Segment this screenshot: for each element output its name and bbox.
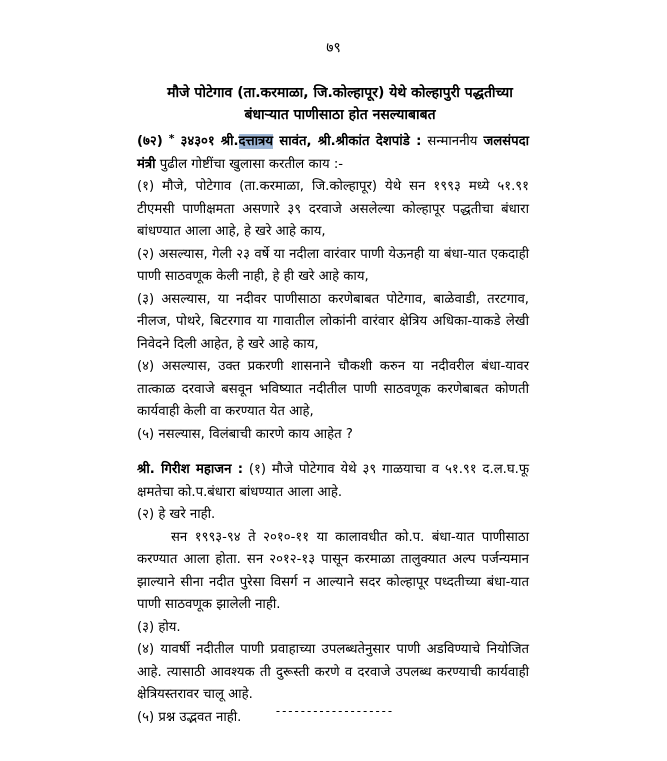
answer-paragraph: सन १९९३-९४ ते २०१०-११ या कालावधीत को.प. बंधा-यात पाणीसाठा करण्यात आला होता. सन २०१२-१३ पासून करमाळा तालुक्यात अल्प पर्जन्यमान झाल्याने सीना नदीत पुरेसा विसर्ग न आल्याने सदर कोल्हापूर पध्दतीच्या बंधा-यात पाणी साठवणूक झालेली नाही. [137,529,529,612]
question-item-4: (४) असल्यास, उक्त प्रकरणी शासनाने चौकशी करुन या नदीवरील बंधा-यावर तात्काळ दरवाजे बसवून भविष्यात नदीतील पाणी साठवणूक करणेबाबत कोणती कार्यवाही केली वा करण्यात येत आहे, [137,359,529,419]
title-line-1: मौजे पोटेगाव (ता.करमाळा, जि.कोल्हापूर) येथे कोल्हापुरी पद्धतीच्या [167,85,513,101]
question-item-1: (१) मौजे, पोटेगाव (ता.करमाळा, जि.कोल्हापूर) येथे सन १९९३ मध्ये ५१.९१ टीएमसी पाणीक्षमता असणारे ३९ दरवाजे असलेल्या कोल्हापूर पद्धतीचा बंधारा बांधण्यात आला आहे, हे खरे आहे काय, [137,179,529,239]
end-divider: ------------------- [274,704,393,718]
question-item-3: (३) असल्यास, या नदीवर पाणीसाठा करणेबाबत पोटेगाव, बाळेवाडी, तरटगाव, नीलज, पोथरे, बिटरगाव या गावातील लोकांनी वारंवार क्षेत्रिय अधिका-याकडे लेखी निवेदने दिली आहेत, हे खरे आहे काय, [137,291,529,352]
member-name-highlight: दत्तात्रय [238,134,273,149]
answer-item-2: (२) हे खरे नाही. [137,507,216,522]
question-number: ३४३०१ [180,134,215,149]
member-names: सावंत, श्री.श्रीकांत देशपांडे : [272,134,422,149]
intro-end: पुढील गोष्टींचा खुलासा करतील काय :- [155,156,344,172]
intro-text: सन्माननीय [421,134,478,149]
document-title [110,82,570,126]
question-answer-body [137,128,529,729]
question-item-5: (५) नसल्यास, विलंबाची कारणे काय आहेत ? [137,426,353,442]
answer-speaker: श्री. गिरीश महाजन : [137,462,243,477]
answer-item-4: (४) यावर्षी नदीतील पाणी प्रवाहाच्या उपलब्धतेनुसार पाणी अडविण्याचे नियोजित आहे. त्यासाठी आवश्यक ती दुरूस्ती करणे व दरवाजे उपलब्ध करण्याची कार्यवाही क्षेत्रियस्तरावर चालू आहे. [137,642,529,702]
question-intro [137,128,529,176]
answer-item-3: (३) होय. [137,619,181,635]
answer-item-5: (५) प्रश्न उद्भवत नाही. [137,709,242,725]
title-line-2: बंधाऱ्यात पाणीसाठा होत नसल्याबाबत [244,107,436,123]
answer-item-1: (१) मौजे पोटेगाव येथे ३९ गाळयाचा व ५१.९१ द.ल.घ.फू क्षमतेचा को.प.बंधारा बांधण्यात आला आहे. [137,462,529,500]
question-item-2: (२) असल्यास, गेली २३ वर्षे या नदीला वारंवार पाणी येऊनही या बंधा-यात एकदाही पाणी साठवणूक केली नाही, हे ही खरे आहे काय, [137,246,529,284]
member-prefix: श्री. [220,134,239,149]
answer-first [137,459,529,504]
page-number: ७९ [326,40,341,56]
starred-mark: * [168,132,175,145]
minister-title: जलसंपदा मंत्री [137,134,529,172]
question-serial: (७२) [137,134,163,149]
